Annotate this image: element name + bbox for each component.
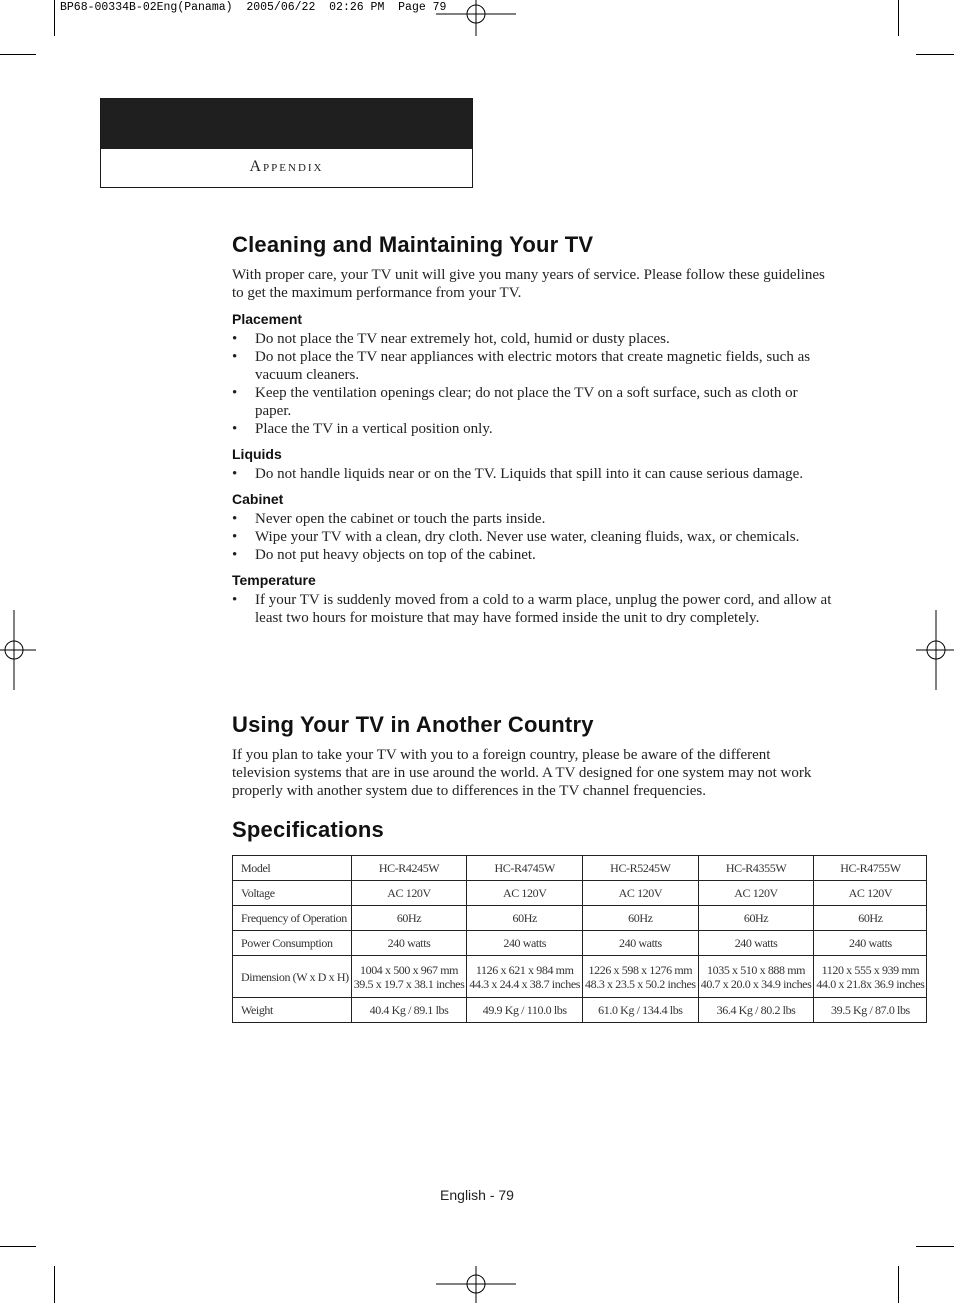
table-cell: 36.4 Kg / 80.2 lbs [698, 998, 814, 1023]
chapter-header-bar [101, 99, 472, 149]
table-cell: 60Hz [583, 906, 699, 931]
table-cell: HC-R4355W [698, 856, 814, 881]
registration-mark-left [0, 610, 36, 690]
table-cell: 240 watts [351, 931, 467, 956]
table-cell: 240 watts [583, 931, 699, 956]
specs-section [232, 817, 872, 851]
liquids-list [232, 465, 832, 483]
table-cell: HC-R5245W [583, 856, 699, 881]
dimension-mm: 1035 x 510 x 888 mm [707, 962, 806, 977]
page-number: English - 79 [440, 1187, 514, 1203]
table-cell: AC 120V [814, 881, 927, 906]
country-text: If you plan to take your TV with you to a foreign country, please be aware of the different television systems that are in use around the world. A TV designed for one system may not work properly with another system due to differences in the TV channel frequencies. [232, 747, 812, 799]
table-cell: AC 120V [698, 881, 814, 906]
list-item: • Never open the cabinet or touch the parts inside. [232, 510, 832, 528]
dimension-inches: 44.3 x 24.4 x 38.7 inches [469, 976, 581, 991]
cleaning-title: Cleaning and Maintaining Your TV [232, 232, 594, 257]
table-cell [583, 956, 699, 998]
country-section [232, 712, 832, 800]
list-item: • Do not put heavy objects on top of the cabinet. [232, 546, 832, 564]
table-cell [467, 956, 583, 998]
dimension-inches: 40.7 x 20.0 x 34.9 inches [700, 976, 812, 991]
list-item: • Do not place the TV near extremely hot, cold, humid or dusty places. [232, 330, 832, 348]
table-cell: AC 120V [583, 881, 699, 906]
table-row [233, 998, 927, 1023]
temperature-heading: Temperature [232, 572, 316, 588]
dimension-mm: 1226 x 598 x 1276 mm [588, 962, 693, 977]
dimension-inches: 48.3 x 23.5 x 50.2 inches [585, 976, 696, 991]
placement-heading: Placement [232, 311, 303, 327]
row-label: Frequency of Operation [233, 906, 352, 931]
specs-table [232, 855, 927, 1023]
table-cell: 60Hz [814, 906, 927, 931]
table-cell: HC-R4755W [814, 856, 927, 881]
table-cell [351, 956, 467, 998]
table-cell: 61.0 Kg / 134.4 lbs [583, 998, 699, 1023]
table-cell: 240 watts [814, 931, 927, 956]
dimension-mm: 1004 x 500 x 967 mm [360, 962, 459, 977]
table-cell [698, 956, 814, 998]
dimension-mm: 1120 x 555 x 939 mm [821, 962, 920, 977]
registration-mark-right [916, 610, 954, 690]
table-cell: 39.5 Kg / 87.0 lbs [814, 998, 927, 1023]
dimension-inches: 39.5 x 19.7 x 38.1 inches [353, 976, 465, 991]
table-cell: 240 watts [467, 931, 583, 956]
specs-title: Specifications [232, 817, 384, 842]
list-item: • Wipe your TV with a clean, dry cloth. Never use water, cleaning fluids, wax, or chemicals. [232, 528, 832, 546]
chapter-header [100, 98, 473, 188]
cabinet-list [232, 510, 832, 564]
table-row [233, 881, 927, 906]
row-label: Voltage [233, 881, 352, 906]
row-label: Dimension (W x D x H) [233, 956, 352, 998]
registration-mark-top [436, 0, 516, 36]
country-title: Using Your TV in Another Country [232, 712, 594, 737]
table-cell [814, 956, 927, 998]
table-row [233, 931, 927, 956]
list-item: • Do not place the TV near appliances with electric motors that create magnetic fields, such as vacuum cleaners. [232, 348, 832, 384]
dimension-inches: 44.0 x 21.8x 36.9 inches [816, 976, 925, 991]
table-cell: 40.4 Kg / 89.1 lbs [351, 998, 467, 1023]
chapter-label: Appendix [249, 158, 324, 175]
table-row [233, 956, 927, 998]
table-cell: HC-R4745W [467, 856, 583, 881]
row-label: Model [233, 856, 352, 881]
row-label: Weight [233, 998, 352, 1023]
table-cell: AC 120V [351, 881, 467, 906]
list-item: • If your TV is suddenly moved from a cold to a warm place, unplug the power cord, and allow at least two hours for moisture that may have formed inside the unit to dry completely. [232, 591, 832, 627]
table-cell: 240 watts [698, 931, 814, 956]
liquids-heading: Liquids [232, 446, 282, 462]
cleaning-section [232, 232, 832, 627]
placement-list [232, 330, 832, 438]
table-cell: 60Hz [351, 906, 467, 931]
table-cell: AC 120V [467, 881, 583, 906]
table-cell: 60Hz [698, 906, 814, 931]
temperature-list [232, 591, 832, 627]
table-cell: HC-R4245W [351, 856, 467, 881]
dimension-mm: 1126 x 621 x 984 mm [475, 962, 574, 977]
registration-mark-bottom [436, 1266, 516, 1303]
row-label: Power Consumption [233, 931, 352, 956]
table-row [233, 856, 927, 881]
print-slug: BP68-00334B-02Eng(Panama) 2005/06/22 02:26 PM Page 79 [60, 1, 447, 14]
table-row [233, 906, 927, 931]
list-item: • Place the TV in a vertical position only. [232, 420, 832, 438]
cleaning-intro: With proper care, your TV unit will give you many years of service. Please follow these guidelines to get the maximum performance from your TV. [232, 267, 825, 301]
table-cell: 60Hz [467, 906, 583, 931]
table-cell: 49.9 Kg / 110.0 lbs [467, 998, 583, 1023]
list-item: • Do not handle liquids near or on the TV. Liquids that spill into it can cause serious damage. [232, 465, 832, 483]
cabinet-heading: Cabinet [232, 491, 284, 507]
list-item: • Keep the ventilation openings clear; do not place the TV on a soft surface, such as cloth or paper. [232, 384, 832, 420]
